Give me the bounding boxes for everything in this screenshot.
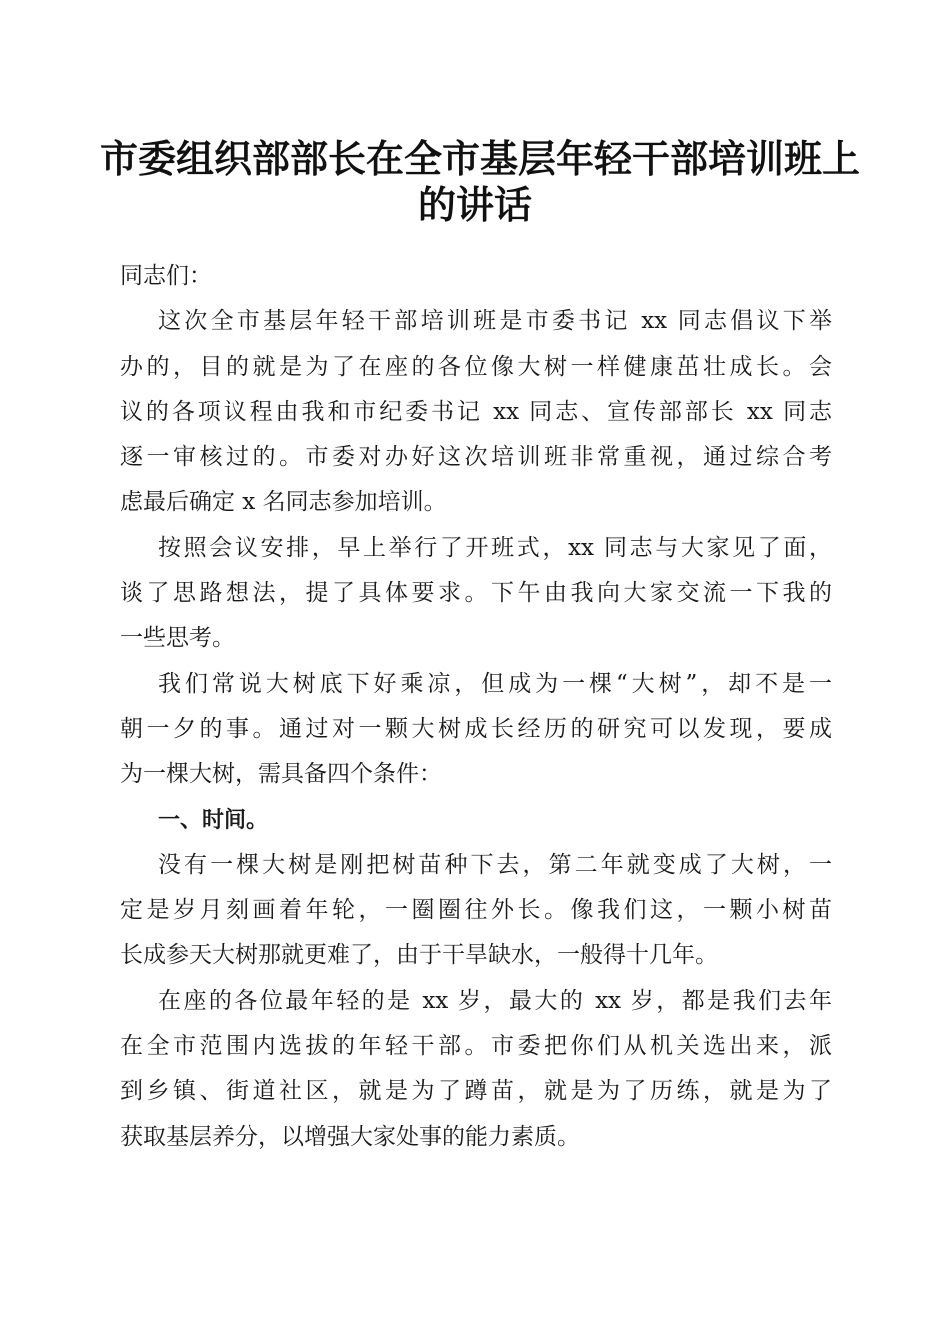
- paragraph-line: 到乡镇、街道社区，就是为了蹲苗，就是为了历练，就是为了: [120, 1078, 832, 1105]
- paragraph-line: 在座的各位最年轻的是 xx 岁，最大的 xx 岁，都是我们去年: [158, 987, 832, 1014]
- paragraph-line: 在全市范围内选拔的年轻干部。市委把你们从机关选出来，派: [120, 1033, 832, 1060]
- paragraph-line: 朝一夕的事。通过对一颗大树成长经历的研究可以发现，要成: [120, 715, 832, 742]
- paragraph-line: 没有一棵大树是刚把树苗种下去，第二年就变成了大树，一: [158, 851, 832, 878]
- paragraph-line: 一些思考。: [120, 625, 235, 652]
- paragraph-line: 定是岁月刻画着年轮，一圈圈往外长。像我们这，一颗小树苗: [120, 897, 832, 924]
- paragraph-line: 逐一审核过的。市委对办好这次培训班非常重视，通过综合考: [120, 444, 832, 471]
- section-paragraph-2: [120, 979, 832, 1160]
- paragraph-2: [120, 526, 832, 662]
- paragraph-line: 我们常说大树底下好乘凉，但成为一棵“大树”，却不是一: [158, 670, 832, 697]
- document-title: [100, 136, 861, 228]
- section-paragraph-1: [120, 843, 832, 979]
- paragraph-1: [120, 299, 832, 525]
- paragraph-line: 议的各项议程由我和市纪委书记 xx 同志、宣传部部长 xx 同志: [120, 398, 832, 425]
- paragraph-line: 虑最后确定 x 名同志参加培训。: [120, 489, 447, 516]
- paragraph-line: 这次全市基层年轻干部培训班是市委书记 xx 同志倡议下举: [158, 308, 832, 335]
- paragraph-line: 办的，目的就是为了在座的各位像大树一样健康茁壮成长。会: [120, 353, 832, 380]
- paragraph-line: 长成参天大树那就更难了，由于干旱缺水，一般得十几年。: [120, 942, 718, 969]
- title-line-1: 市委组织部部长在全市基层年轻干部培训班上: [100, 136, 861, 181]
- paragraph-line: 按照会议安排，早上举行了开班式，xx 同志与大家见了面，: [158, 534, 832, 561]
- paragraph-line: 谈了思路想法，提了具体要求。下午由我向大家交流一下我的: [120, 580, 832, 607]
- paragraph-line: 获取基层养分，以增强大家处事的能力素质。: [120, 1123, 580, 1150]
- section-heading: 一、时间。: [158, 807, 269, 833]
- title-line-2: 的讲话: [417, 182, 532, 227]
- document-body: [120, 254, 832, 1160]
- paragraph-line: 为一棵大树，需具备四个条件：: [120, 761, 442, 788]
- paragraph-3: [120, 662, 832, 798]
- greeting: 同志们：: [120, 263, 212, 289]
